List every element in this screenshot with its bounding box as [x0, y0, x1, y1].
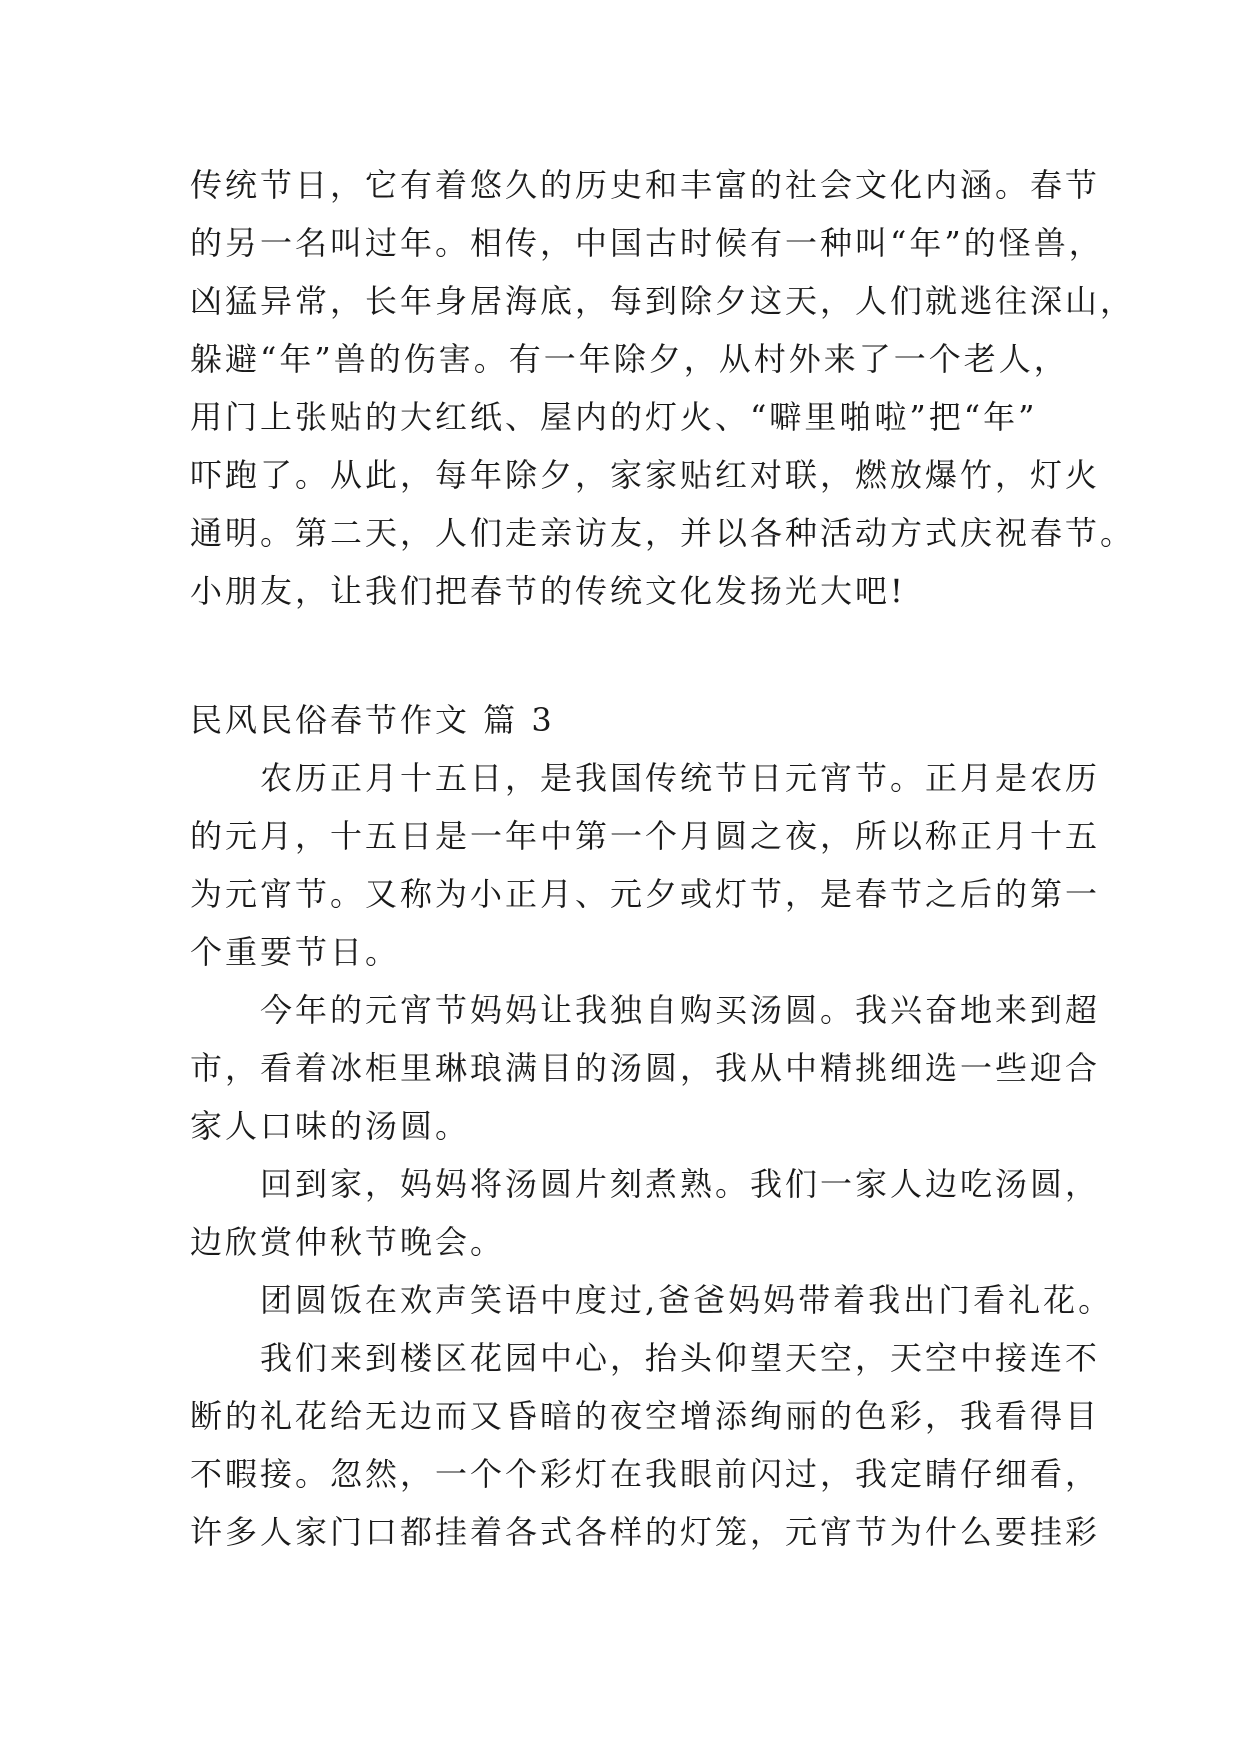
text-line: 个重要节日。	[190, 933, 401, 971]
text-line: 小朋友，让我们把春节的传统文化发扬光大吧!	[190, 572, 906, 610]
text-line: 市，看着冰柜里琳琅满目的汤圆，我从中精挑细选一些迎合	[190, 1049, 1101, 1087]
text-line: 团圆饭在欢声笑语中度过,爸爸妈妈带着我出门看礼花。	[190, 1281, 1114, 1319]
text-line: 传统节日，它有着悠久的历史和丰富的社会文化内涵。春节	[190, 166, 1101, 204]
text-line: 断的礼花给无边而又昏暗的夜空增添绚丽的色彩，我看得目	[190, 1397, 1101, 1435]
text-line: 躲避“年”兽的伤害。有一年除夕，从村外来了一个老人，	[190, 340, 1069, 378]
text-line: 为元宵节。又称为小正月、元夕或灯节，是春节之后的第一	[190, 875, 1101, 913]
text-line: 的元月，十五日是一年中第一个月圆之夜，所以称正月十五	[190, 817, 1101, 855]
text-line: 我们来到楼区花园中心，抬头仰望天空，天空中接连不	[190, 1339, 1101, 1377]
section-heading: 民风民俗春节作文 篇 3	[190, 701, 555, 739]
text-line: 家人口味的汤圆。	[190, 1107, 471, 1145]
text-line: 的另一名叫过年。相传，中国古时候有一种叫“年”的怪兽，	[190, 224, 1104, 262]
essay-paragraph-top	[190, 156, 1136, 620]
text-line: 通明。第二天，人们走亲访友，并以各种活动方式庆祝春节。	[190, 514, 1136, 552]
text-line: 用门上张贴的大红纸、屋内的灯火、“噼里啪啦”把“年”	[190, 398, 1038, 436]
text-line: 许多人家门口都挂着各式各样的灯笼，元宵节为什么要挂彩	[190, 1513, 1101, 1551]
text-line: 今年的元宵节妈妈让我独自购买汤圆。我兴奋地来到超	[190, 991, 1101, 1029]
text-line: 不暇接。忽然，一个个彩灯在我眼前闪过，我定睛仔细看，	[190, 1455, 1101, 1493]
text-line: 边欣赏仲秋节晚会。	[190, 1223, 506, 1261]
essay-body-section-3	[190, 749, 1114, 1561]
text-line: 凶猛异常，长年身居海底，每到除夕这天，人们就逃往深山，	[190, 282, 1136, 320]
text-line: 农历正月十五日，是我国传统节日元宵节。正月是农历	[190, 759, 1101, 797]
text-line: 吓跑了。从此，每年除夕，家家贴红对联，燃放爆竹，灯火	[190, 456, 1101, 494]
text-line: 回到家，妈妈将汤圆片刻煮熟。我们一家人边吃汤圆，	[190, 1165, 1101, 1203]
